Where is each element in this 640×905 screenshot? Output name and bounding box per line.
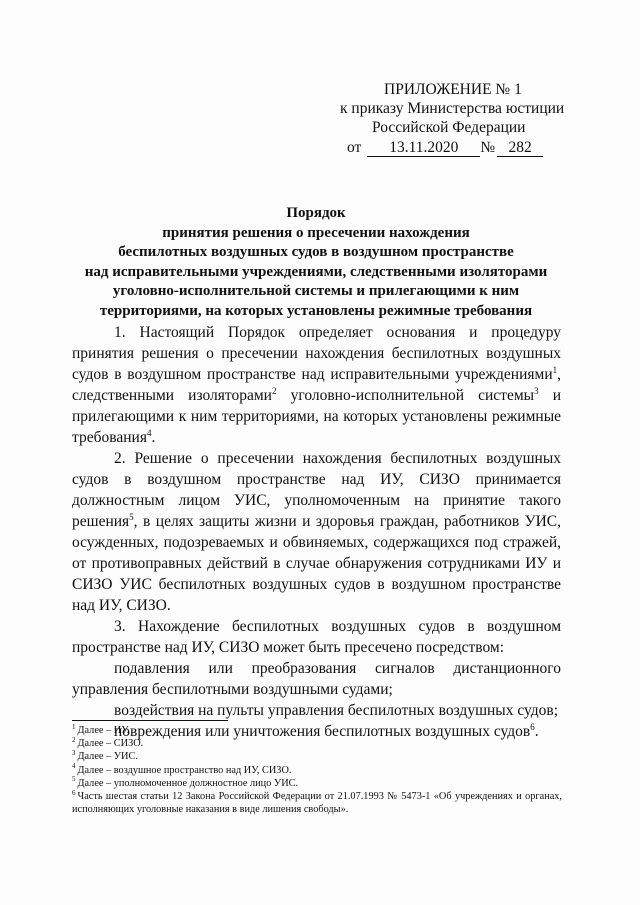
footnote-ref: 1 <box>552 364 558 375</box>
footnote-ref: 5 <box>129 511 134 522</box>
footnote: $^3$ Далее – УИС. <box>72 748 138 763</box>
paragraph-5: воздействия на пульты управления беспилотных воздушных судов; <box>114 702 559 719</box>
document-body <box>72 322 561 742</box>
paragraph-3: 3. Нахождение беспилотных воздушных судов в воздушном пространстве над ИУ, СИЗО может быть пресечено посредством: <box>72 618 561 656</box>
annex-header <box>330 80 580 157</box>
from-label: от <box>347 139 362 156</box>
footnotes <box>72 721 562 816</box>
footnote: $^2$ Далее – СИЗО. <box>72 735 144 750</box>
paragraph-1: 1. Настоящий Порядок определяет основания и процедуру принятия решения о пресечении нахождения беспилотных воздушных судов в воздушном пространстве над исправительными учреждениями$^1$, следственными изоляторами$^2$ уголовно-исполнительной системы$^3$ и прилегающими к ним территориями, на которых установлены режимные требования$^4$. <box>72 324 561 446</box>
footnote-ref: 2 <box>271 385 277 396</box>
footnote: $^6$ Часть шестая статьи 12 Закона Российской Федерации от 21.07.1993 № 5473-1 «Об учреждениях и органах, исполняющих уголовные наказания в виде лишения свободы». <box>72 788 562 816</box>
annex-order-line: к приказу Министерства юстиции <box>340 100 565 117</box>
title-line: над исправительными учреждениями, следственными изоляторами <box>84 263 548 280</box>
footnote-divider <box>72 720 228 721</box>
paragraph-6: повреждения или уничтожения беспилотных воздушных судов$^6$. <box>114 721 539 740</box>
annex-federation-line: Российской Федерации <box>372 119 526 136</box>
annex-label: ПРИЛОЖЕНИЕ № 1 <box>384 81 522 98</box>
title-line: уголовно-исполнительной системы и прилегающими к ним <box>112 283 520 299</box>
title-line: Порядок <box>286 205 346 221</box>
footnote-ref: 4 <box>146 427 152 438</box>
document-title <box>70 204 562 321</box>
annex-date-number-line <box>330 138 580 157</box>
title-line: беспилотных воздушных судов в воздушном пространстве <box>118 244 514 260</box>
title-line: принятия решения о пресечении нахождения <box>162 224 470 241</box>
footnote-ref: 6 <box>530 721 535 732</box>
order-date: 13.11.2020 <box>367 140 480 157</box>
footnote: $^4$ Далее – воздушное пространство над ИУ, СИЗО. <box>72 762 292 776</box>
paragraph-4: подавления или преобразования сигналов дистанционного управления беспилотными воздушными судами; <box>72 660 561 698</box>
title-line: территориями, на которых установлены режимные требования <box>99 302 533 319</box>
footnote: $^1$ Далее – ИУ. <box>72 722 130 736</box>
order-number: 282 <box>497 140 543 157</box>
number-label: № <box>480 139 496 156</box>
footnote-ref: 3 <box>534 385 539 396</box>
footnote: $^5$ Далее – уполномоченное должностное лицо УИС. <box>72 775 299 789</box>
paragraph-2: 2. Решение о пресечении нахождения беспилотных воздушных судов в воздушном пространстве над ИУ, СИЗО принимается должностным лицом УИС, уполномоченным на принятие такого решения$^5$, в целях защиты жизни и здоровья граждан, работников УИС, осужденных, подозреваемых и обвиняемых, содержащихся под стражей, от противоправных действий в случае обнаружения сотрудниками ИУ и СИЗО УИС беспилотных воздушных судов в воздушном пространстве над ИУ, СИЗО. <box>72 450 561 614</box>
